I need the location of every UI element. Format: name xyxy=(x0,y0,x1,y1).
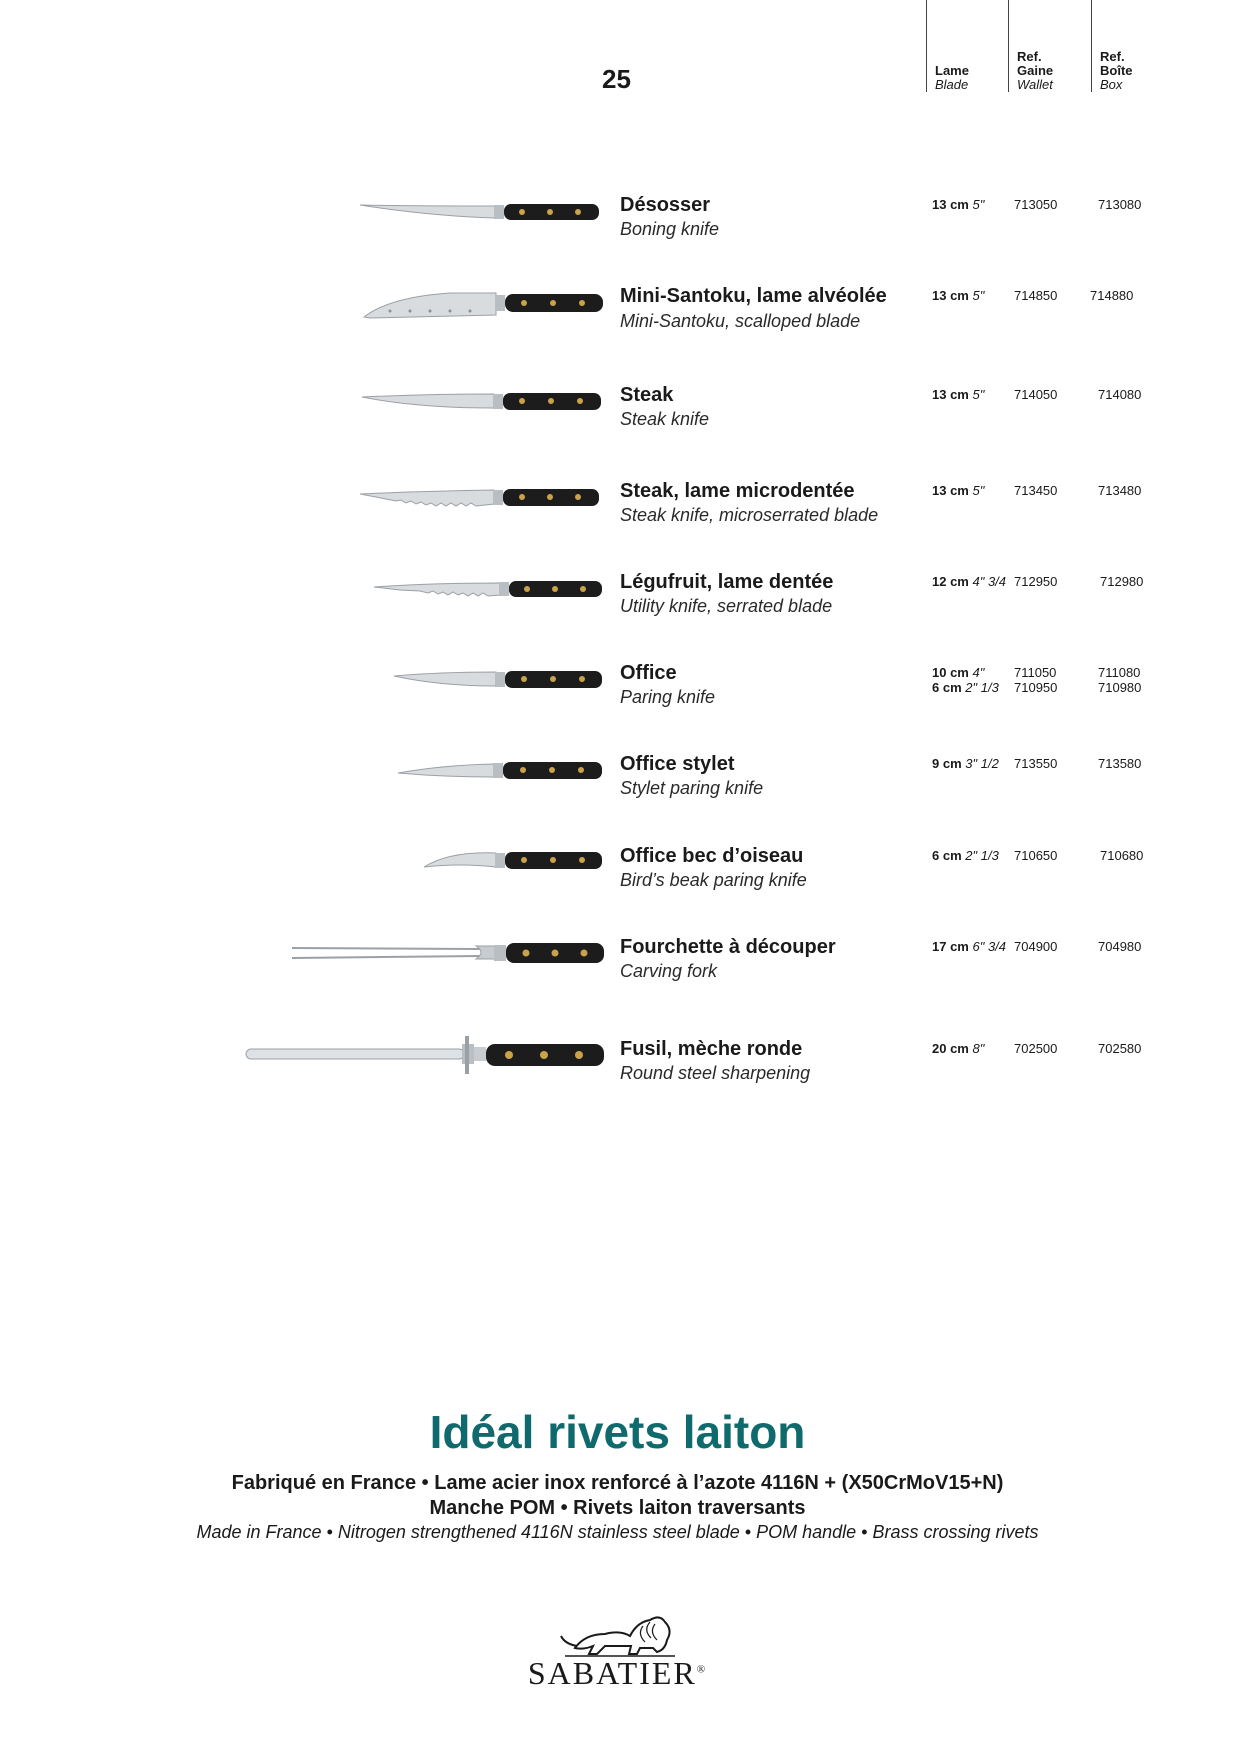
blade-cm: 10 cm xyxy=(932,665,969,680)
blade-in: 8" xyxy=(972,1041,985,1056)
column-header-wallet xyxy=(1008,0,1053,92)
brand-wordmark: SABATIER xyxy=(527,1655,697,1691)
product-name-en: Stylet paring knife xyxy=(620,778,764,798)
box-ref: 704980 xyxy=(1098,939,1142,954)
blade-cm: 13 cm xyxy=(932,288,969,303)
blade-length-line xyxy=(932,680,999,695)
blade-length xyxy=(932,1041,984,1056)
column-header-en: Blade xyxy=(935,77,969,92)
product-name-en: Steak knife, microserrated blade xyxy=(620,505,879,525)
column-header-box xyxy=(1091,0,1133,92)
box-ref-line: 711080 xyxy=(1098,665,1141,680)
box-ref xyxy=(1098,665,1141,695)
blade-length xyxy=(932,756,999,771)
product-name-en: Utility knife, serrated blade xyxy=(620,596,833,616)
blade-cm: 6 cm xyxy=(932,680,962,695)
blade-in: 3" 1/2 xyxy=(965,756,999,771)
product-name-fr: Légufruit, lame dentée xyxy=(620,571,834,593)
blade-in: 6" 3/4 xyxy=(972,939,1007,954)
blade-cm: 13 cm xyxy=(932,483,969,498)
blade-cm: 6 cm xyxy=(932,848,962,863)
blade-length xyxy=(932,197,984,212)
blade-in: 5" xyxy=(972,483,985,498)
blade-in: 2" 1/3 xyxy=(965,680,999,695)
blade-cm: 13 cm xyxy=(932,197,969,212)
box-ref: 713580 xyxy=(1098,756,1142,771)
product-name-fr: Mini-Santoku, lame alvéolée xyxy=(620,285,887,307)
product-row xyxy=(0,932,1235,1012)
column-header-fr: Ref. Boîte xyxy=(1100,49,1133,78)
blade-length xyxy=(932,939,1006,954)
product-name-en: Bird’s beak paring knife xyxy=(620,870,807,890)
box-ref: 702580 xyxy=(1098,1041,1142,1056)
wallet-ref: 713450 xyxy=(1014,483,1058,498)
product-row xyxy=(0,658,1235,738)
product-name-fr: Fusil, mèche ronde xyxy=(620,1038,803,1060)
blade-length-line xyxy=(932,665,999,680)
sharpening-steel-icon xyxy=(244,1034,620,1076)
product-name-fr: Steak, lame microdentée xyxy=(620,480,855,502)
column-header-fr: Lame xyxy=(935,63,969,78)
product-name-fr: Office xyxy=(620,662,677,684)
features-en: Made in France • Nitrogen strengthened 4116N stainless steel blade • POM handle • Brass crossing rivets xyxy=(196,1522,1039,1542)
column-header-en: Box xyxy=(1100,77,1123,92)
blade-length xyxy=(932,387,984,402)
blade-length xyxy=(932,848,999,863)
product-row xyxy=(0,1034,1235,1114)
wallet-ref: 714050 xyxy=(1014,387,1058,402)
blade-cm: 12 cm xyxy=(932,574,969,589)
wallet-ref: 704900 xyxy=(1014,939,1058,954)
box-ref: 714880 xyxy=(1090,288,1134,303)
utility-knife-icon xyxy=(370,573,620,603)
santoku-knife-icon xyxy=(360,285,620,325)
carving-fork-icon xyxy=(290,936,620,970)
blade-cm: 17 cm xyxy=(932,939,969,954)
product-name-en: Boning knife xyxy=(620,219,720,239)
box-ref: 713480 xyxy=(1098,483,1142,498)
box-ref: 712980 xyxy=(1100,574,1144,589)
features-fr-line-1: Fabriqué en France • Lame acier inox renforcé à l’azote 4116N + (X50CrMoV15+N) xyxy=(231,1472,1004,1494)
steak-knife-icon xyxy=(358,386,618,416)
wallet-ref: 713550 xyxy=(1014,756,1058,771)
product-row xyxy=(0,281,1235,361)
paring-knife-icon xyxy=(390,664,620,694)
features-fr-line-2: Manche POM • Rivets laiton traversants xyxy=(429,1497,806,1519)
blade-in: 5" xyxy=(972,387,985,402)
product-name-en: Carving fork xyxy=(620,961,718,981)
wallet-ref: 712950 xyxy=(1014,574,1058,589)
blade-in: 4" 3/4 xyxy=(972,574,1007,589)
blade-length xyxy=(932,665,999,695)
product-row xyxy=(0,749,1235,829)
collection-title: Idéal rivets laiton xyxy=(429,1406,806,1458)
product-name-fr: Steak xyxy=(620,384,674,406)
product-row xyxy=(0,190,1235,270)
product-name-fr: Office bec d’oiseau xyxy=(620,845,804,867)
product-row xyxy=(0,476,1235,556)
blade-cm: 9 cm xyxy=(932,756,962,771)
birds-beak-knife-icon xyxy=(420,845,620,879)
product-name-en: Paring knife xyxy=(620,687,716,707)
wallet-ref: 710650 xyxy=(1014,848,1058,863)
wallet-ref: 702500 xyxy=(1014,1041,1058,1056)
product-name-en: Steak knife xyxy=(620,409,710,429)
blade-length xyxy=(932,483,984,498)
box-ref: 710680 xyxy=(1100,848,1144,863)
blade-length xyxy=(932,288,984,303)
product-row xyxy=(0,380,1235,460)
wallet-ref: 713050 xyxy=(1014,197,1058,212)
wallet-ref-line: 710950 xyxy=(1014,680,1058,695)
product-name-fr: Désosser xyxy=(620,194,711,216)
product-row xyxy=(0,567,1235,647)
stylet-knife-icon xyxy=(394,755,620,785)
registered-mark: ® xyxy=(696,1663,708,1676)
column-header-blade xyxy=(926,0,969,92)
page-number: 25 xyxy=(602,64,631,94)
box-ref-line: 710980 xyxy=(1098,680,1142,695)
wallet-ref-line: 711050 xyxy=(1014,665,1057,680)
product-name-fr: Office stylet xyxy=(620,753,735,775)
blade-in: 2" 1/3 xyxy=(965,848,999,863)
wallet-ref: 714850 xyxy=(1014,288,1058,303)
serrated-steak-knife-icon xyxy=(356,482,616,512)
blade-cm: 13 cm xyxy=(932,387,969,402)
product-name-fr: Fourchette à découper xyxy=(620,936,836,958)
blade-in: 4" xyxy=(972,665,985,680)
boning-knife-icon xyxy=(350,196,610,226)
wallet-ref xyxy=(1014,665,1057,695)
blade-cm: 20 cm xyxy=(932,1041,969,1056)
column-header-fr: Ref. Gaine xyxy=(1017,49,1054,78)
column-header-en: Wallet xyxy=(1017,77,1053,92)
box-ref: 713080 xyxy=(1098,197,1142,212)
blade-in: 5" xyxy=(972,288,985,303)
box-ref: 714080 xyxy=(1098,387,1142,402)
product-name-en: Mini-Santoku, scalloped blade xyxy=(620,311,861,331)
blade-length xyxy=(932,574,1006,589)
brand-name xyxy=(0,1655,1235,1692)
product-row xyxy=(0,841,1235,921)
product-name-en: Round steel sharpening xyxy=(620,1063,811,1083)
blade-in: 5" xyxy=(972,197,985,212)
